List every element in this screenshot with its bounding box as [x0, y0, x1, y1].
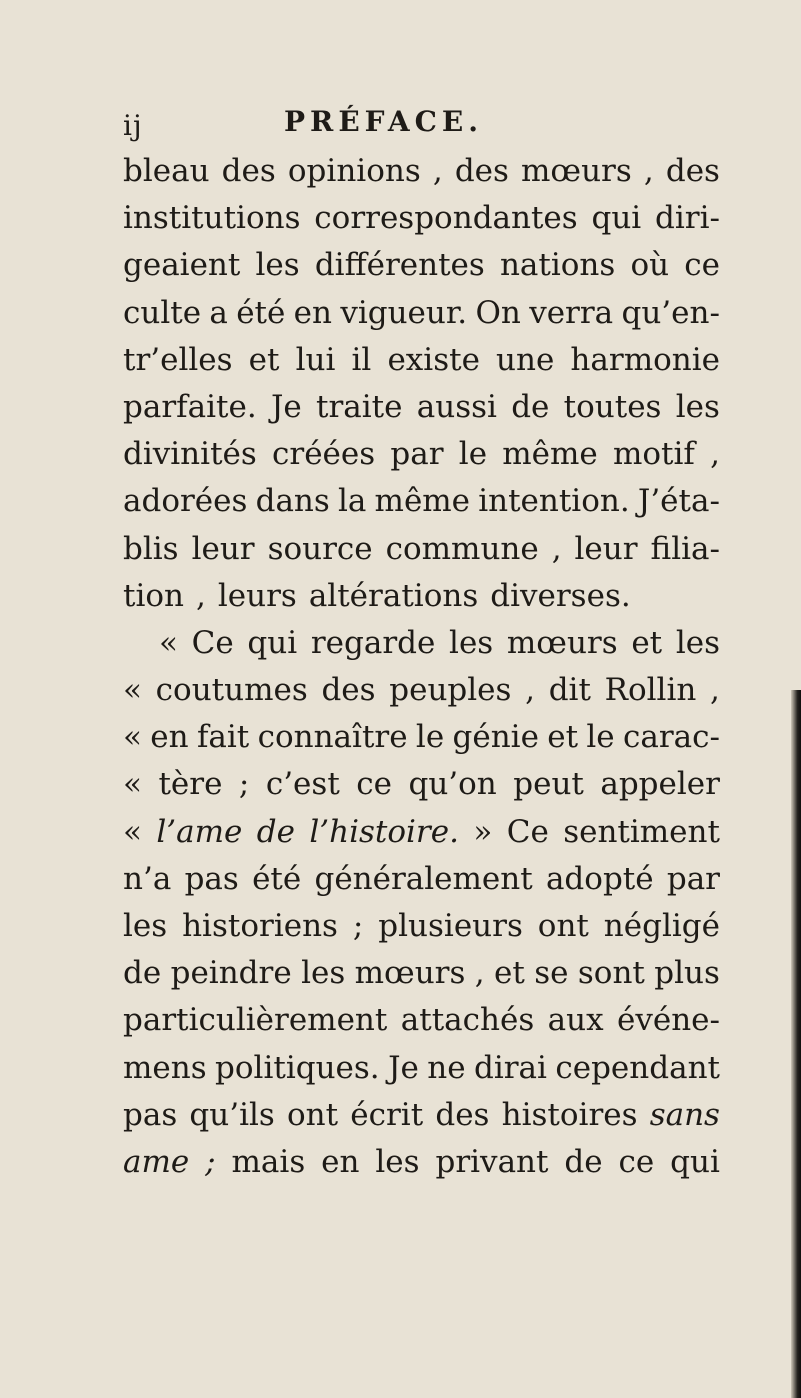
word: ,	[710, 436, 720, 473]
word: tion	[123, 577, 185, 614]
word: adorées	[123, 483, 248, 520]
word: généralement	[314, 860, 533, 897]
word: histoires	[501, 1096, 638, 1133]
word: privant	[435, 1143, 549, 1180]
word: des	[454, 153, 509, 189]
word: et	[547, 719, 579, 756]
word: connaître	[257, 719, 408, 756]
word: ce	[356, 766, 392, 803]
word: verra	[529, 294, 614, 331]
word: ;	[205, 1143, 216, 1180]
word: créées	[272, 436, 376, 473]
word: qu’en-	[621, 294, 720, 331]
word: adopté	[545, 860, 654, 897]
text-line	[123, 856, 720, 903]
word: été	[252, 860, 302, 897]
word: l’ame	[156, 813, 243, 850]
word: différentes	[314, 247, 485, 284]
word: attachés	[400, 1002, 535, 1039]
word: altérations	[308, 577, 479, 614]
word: où	[630, 247, 670, 284]
word: dit	[548, 672, 591, 709]
word: qui	[670, 1143, 720, 1180]
word: ne	[427, 1049, 466, 1086]
word: ,	[432, 153, 443, 189]
word: les	[301, 955, 346, 992]
word: diverses.	[490, 577, 631, 614]
text-line	[123, 997, 720, 1044]
word: de	[564, 1143, 603, 1180]
word: ont	[537, 908, 589, 944]
text-line	[123, 478, 720, 525]
word: source	[267, 530, 373, 567]
word: des	[221, 153, 276, 189]
word: politiques.	[215, 1049, 380, 1086]
word: tr’elles	[123, 341, 233, 378]
word: écrit	[350, 1096, 424, 1133]
page-header	[123, 100, 643, 144]
text-line	[123, 242, 720, 289]
word: la	[337, 483, 367, 520]
word: en	[150, 719, 189, 756]
word: nations	[499, 247, 616, 284]
word: sans	[649, 1096, 720, 1133]
text-line	[123, 903, 720, 950]
word: mais	[231, 1143, 306, 1180]
word: ;	[352, 908, 364, 944]
word: harmonie	[570, 341, 720, 378]
word: qu’ils	[189, 1096, 275, 1133]
text-line	[123, 620, 720, 667]
word: de	[256, 813, 295, 850]
text-line	[123, 1045, 720, 1092]
word: pas	[123, 1096, 178, 1133]
word: ,	[551, 530, 562, 567]
word: génie	[452, 719, 539, 756]
word: ,	[710, 672, 720, 709]
word: ame	[123, 1143, 190, 1180]
word: par	[666, 860, 720, 897]
text-line	[123, 290, 720, 337]
text-line	[123, 148, 720, 195]
word: coutumes	[155, 672, 308, 709]
word: même	[502, 436, 598, 473]
text-line	[123, 1092, 720, 1139]
word: divinités	[123, 436, 257, 473]
text-line	[123, 337, 720, 384]
word: plusieurs	[378, 908, 523, 944]
word: qu’on	[408, 766, 497, 803]
word: leurs	[217, 577, 297, 614]
word: Je	[270, 388, 302, 425]
word: les	[375, 1143, 420, 1180]
word: dans	[255, 483, 330, 520]
word: toutes	[563, 388, 662, 425]
word: culte	[123, 294, 202, 331]
word: Rollin	[604, 672, 697, 709]
word: peuples	[389, 672, 512, 709]
word: sont	[577, 955, 645, 992]
word: ont	[287, 1096, 339, 1133]
word: Ce	[191, 624, 234, 661]
word: des	[435, 1096, 490, 1133]
word: en	[293, 294, 332, 331]
text-line	[123, 950, 720, 997]
word: ,	[643, 153, 654, 189]
word: été	[236, 294, 286, 331]
word: filia-	[650, 530, 720, 567]
word: J’éta-	[637, 483, 720, 520]
word: et	[494, 955, 525, 992]
running-title: PRÉFACE.	[284, 105, 484, 138]
word: bleau	[123, 153, 210, 189]
word: a	[209, 294, 228, 331]
word: parfaite.	[123, 388, 257, 425]
word: une	[496, 341, 555, 378]
word: sentiment	[563, 813, 720, 850]
word: de	[511, 388, 550, 425]
word: motif	[613, 436, 695, 473]
word: blis	[123, 530, 179, 567]
text-line	[123, 761, 720, 808]
body-text	[123, 148, 720, 1186]
word: peut	[513, 766, 584, 803]
word: peindre	[170, 955, 292, 992]
word: ce	[618, 1143, 655, 1180]
word: ;	[238, 766, 250, 803]
word: aussi	[416, 388, 497, 425]
word: tère	[158, 766, 223, 803]
text-line	[123, 195, 720, 242]
word: se	[534, 955, 569, 992]
word: «	[159, 624, 178, 661]
word: Je	[388, 1049, 419, 1086]
text-line	[123, 809, 720, 856]
word: les	[123, 908, 168, 944]
word: et	[248, 341, 280, 378]
word: négligé	[603, 908, 720, 944]
word: c’est	[265, 766, 340, 803]
word: mœurs	[521, 153, 632, 189]
word: correspondantes	[314, 200, 578, 237]
word: les	[675, 388, 720, 425]
word: On	[475, 294, 521, 331]
word: le	[415, 719, 445, 756]
word: événe-	[616, 1002, 720, 1039]
word: des	[321, 672, 376, 709]
word: regarde	[310, 624, 436, 661]
word: en	[321, 1143, 360, 1180]
word: particulièrement	[123, 1002, 388, 1039]
text-line	[123, 431, 720, 478]
word: ,	[525, 672, 535, 709]
word: plus	[654, 955, 720, 992]
word: qui	[247, 624, 298, 661]
word: par	[390, 436, 444, 473]
word: »	[473, 813, 493, 850]
word: aux	[547, 1002, 604, 1039]
text-line	[123, 526, 720, 573]
word: n’a	[123, 860, 172, 897]
word: les	[675, 624, 720, 661]
word: mœurs	[506, 624, 618, 661]
word: institutions	[123, 200, 301, 237]
word: leur	[191, 530, 255, 567]
word: carac-	[622, 719, 720, 756]
word: les	[255, 247, 300, 284]
word: ce	[684, 247, 720, 284]
word: des	[665, 153, 720, 189]
word: «	[123, 766, 142, 803]
word: «	[123, 672, 142, 709]
word: ,	[474, 955, 485, 992]
word: vigueur.	[340, 294, 468, 331]
word: appeler	[600, 766, 720, 803]
word: traite	[316, 388, 403, 425]
word: diri-	[655, 200, 720, 237]
word: intention.	[478, 483, 630, 520]
word: le	[458, 436, 488, 473]
word: Ce	[506, 813, 549, 850]
word: «	[123, 719, 142, 756]
word: geaient	[123, 247, 241, 284]
word: mens	[123, 1049, 207, 1086]
text-line	[123, 573, 720, 620]
text-line	[123, 1139, 720, 1186]
text-line	[123, 667, 720, 714]
page-edge-shadow	[791, 690, 801, 1398]
word: fait	[196, 719, 250, 756]
word: et	[631, 624, 663, 661]
word: même	[374, 483, 471, 520]
word: il	[351, 341, 372, 378]
text-line	[123, 384, 720, 431]
word: «	[123, 813, 142, 850]
word: opinions	[287, 153, 421, 189]
word: dirai	[473, 1049, 547, 1086]
word: pas	[184, 860, 239, 897]
word: existe	[387, 341, 480, 378]
word: le	[586, 719, 615, 756]
word: qui	[591, 200, 642, 237]
word: historiens	[182, 908, 338, 944]
word: cependant	[555, 1049, 720, 1086]
word: lui	[295, 341, 336, 378]
word: de	[123, 955, 162, 992]
word: ,	[196, 577, 206, 614]
word: l’histoire.	[309, 813, 459, 850]
text-line	[123, 714, 720, 761]
word: les	[449, 624, 494, 661]
word: mœurs	[354, 955, 466, 992]
word: commune	[385, 530, 539, 567]
word: leur	[574, 530, 638, 567]
page-number: ij	[123, 109, 143, 142]
